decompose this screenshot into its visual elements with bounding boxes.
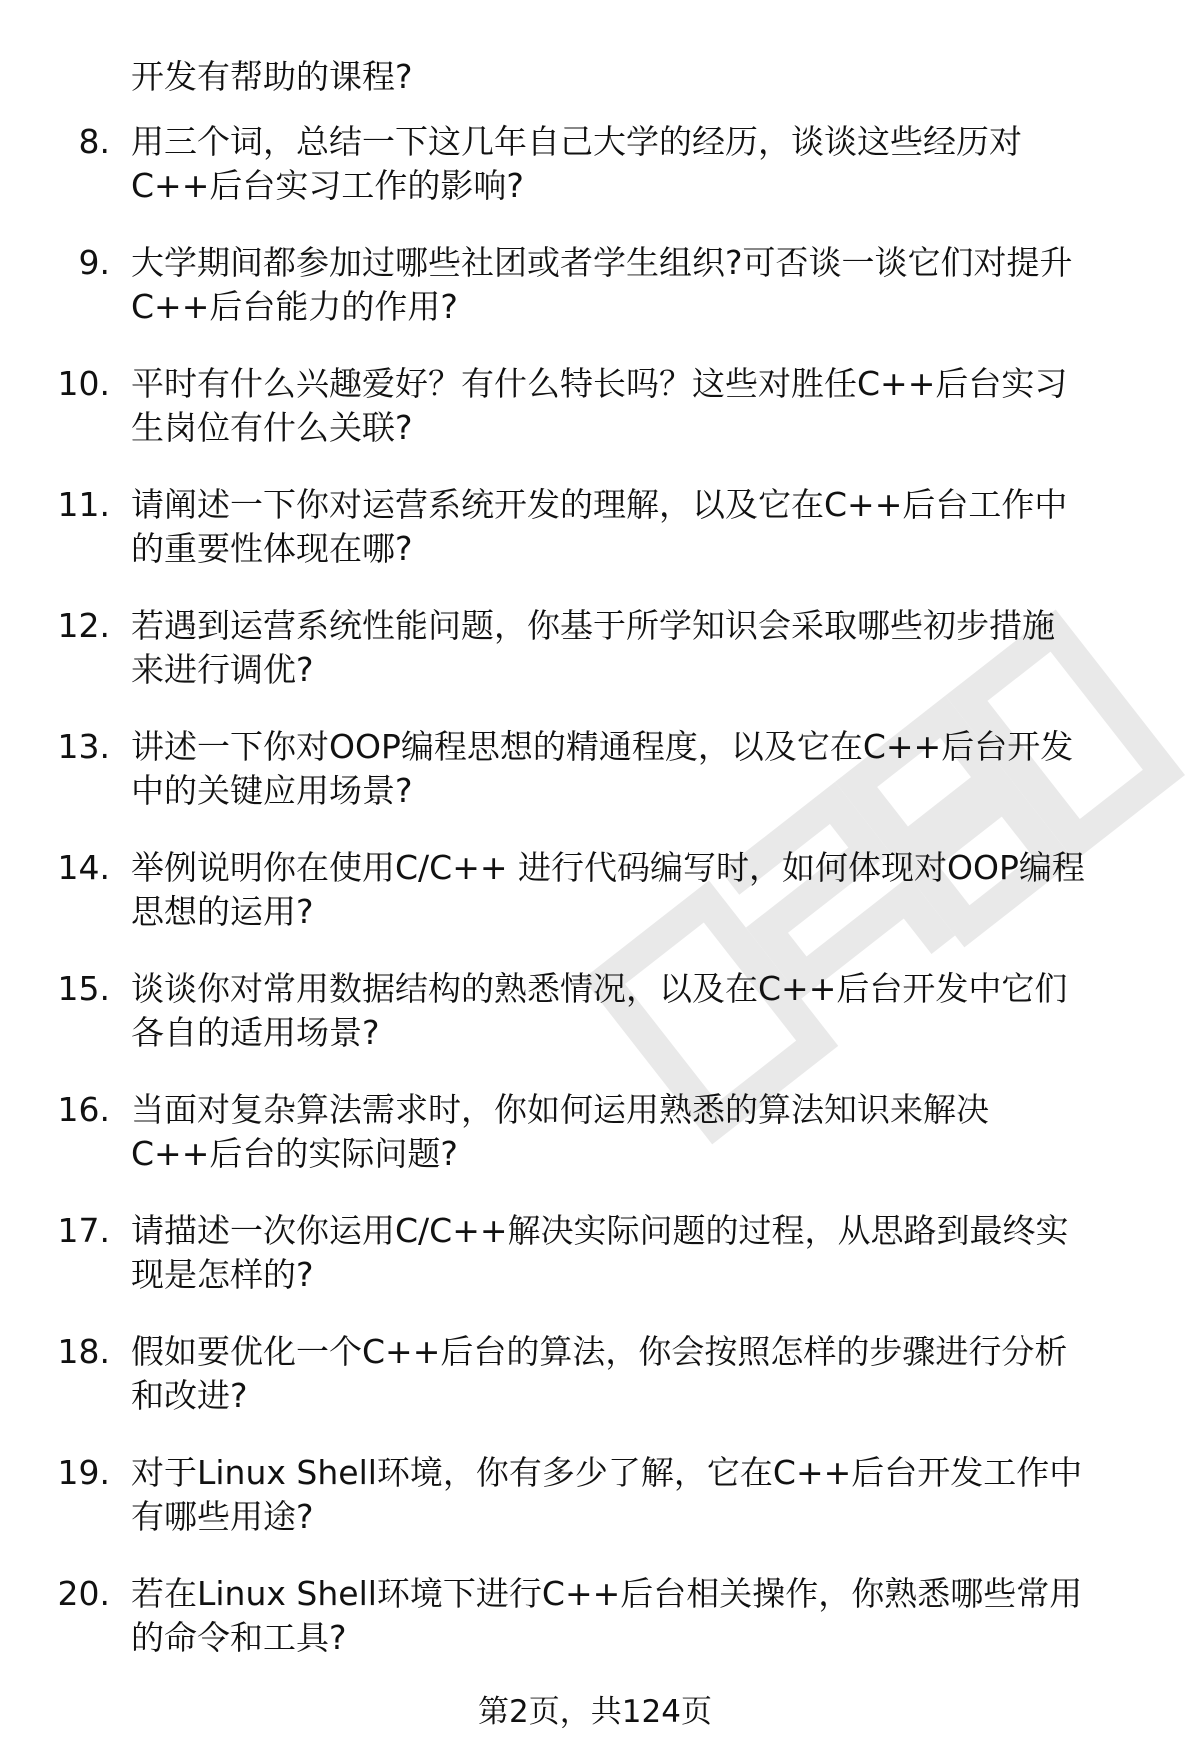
question-number: 12. bbox=[57, 606, 110, 645]
question-text-line: 生岗位有什么关联? bbox=[131, 408, 413, 447]
question-text-line: 讲述一下你对OOP编程思想的精通程度，以及它在C++后台开发 bbox=[131, 727, 1074, 766]
question-text-line: 各自的适用场景? bbox=[131, 1013, 380, 1052]
question-text-line: 当面对复杂算法需求时，你如何运用熟悉的算法知识来解决 bbox=[131, 1090, 989, 1129]
question-item bbox=[0, 725, 1190, 813]
question-text-line: 和改进? bbox=[131, 1376, 248, 1415]
page-footer: 第2页，共124页 bbox=[478, 1694, 712, 1730]
question-text-line: 中的关键应用场景? bbox=[131, 771, 413, 810]
question-text bbox=[131, 1209, 1171, 1297]
question-number: 17. bbox=[57, 1211, 110, 1250]
question-text bbox=[131, 1330, 1171, 1418]
question-item bbox=[0, 604, 1190, 692]
question-number: 18. bbox=[57, 1332, 110, 1371]
question-text bbox=[131, 967, 1171, 1055]
question-item bbox=[0, 1088, 1190, 1176]
question-item bbox=[0, 241, 1190, 329]
question-number: 11. bbox=[57, 485, 110, 524]
question-text bbox=[131, 604, 1171, 692]
question-text bbox=[131, 1451, 1171, 1539]
question-text-line: 思想的运用? bbox=[131, 892, 314, 931]
question-text-line: 大学期间都参加过哪些社团或者学生组织?可否谈一谈它们对提升 bbox=[131, 243, 1073, 282]
question-item bbox=[0, 1330, 1190, 1418]
question-item bbox=[0, 120, 1190, 208]
question-number: 9. bbox=[78, 243, 110, 282]
question-number: 20. bbox=[57, 1574, 110, 1613]
question-item bbox=[0, 362, 1190, 450]
question-text-line: 对于Linux Shell环境，你有多少了解，它在C++后台开发工作中 bbox=[131, 1453, 1083, 1492]
question-text-line: C++后台能力的作用? bbox=[131, 287, 458, 326]
question-text-line: 假如要优化一个C++后台的算法，你会按照怎样的步骤进行分析 bbox=[131, 1332, 1068, 1371]
question-text-line: 若遇到运营系统性能问题，你基于所学知识会采取哪些初步措施 bbox=[131, 606, 1055, 645]
question-number: 15. bbox=[57, 969, 110, 1008]
question-number: 16. bbox=[57, 1090, 110, 1129]
question-number: 14. bbox=[57, 848, 110, 887]
question-text bbox=[131, 241, 1171, 329]
question-text bbox=[131, 120, 1171, 208]
question-text bbox=[131, 483, 1171, 571]
question-text bbox=[131, 846, 1171, 934]
question-number: 13. bbox=[57, 727, 110, 766]
question-text-line: 的命令和工具? bbox=[131, 1618, 347, 1657]
question-text-line: 平时有什么兴趣爱好？有什么特长吗？这些对胜任C++后台实习 bbox=[131, 364, 1068, 403]
question-number: 10. bbox=[57, 364, 110, 403]
question-text-line: 用三个词，总结一下这几年自己大学的经历，谈谈这些经历对 bbox=[131, 122, 1022, 161]
question-text-line: 举例说明你在使用C/C++ 进行代码编写时，如何体现对OOP编程 bbox=[131, 848, 1085, 887]
question-text-line: 请描述一次你运用C/C++解决实际问题的过程，从思路到最终实 bbox=[131, 1211, 1069, 1250]
question-text bbox=[131, 362, 1171, 450]
question-text-line: 的重要性体现在哪? bbox=[131, 529, 413, 568]
question-item bbox=[0, 1451, 1190, 1539]
question-text-line: C++后台的实际问题? bbox=[131, 1134, 458, 1173]
question-text bbox=[131, 1572, 1171, 1660]
question-item bbox=[0, 1572, 1190, 1660]
question-item bbox=[0, 846, 1190, 934]
question-list bbox=[0, 120, 1190, 1693]
question-text-line: 来进行调优? bbox=[131, 650, 314, 689]
question-text-line: 有哪些用途? bbox=[131, 1497, 314, 1536]
question-number: 8. bbox=[78, 122, 110, 161]
question-text bbox=[131, 725, 1171, 813]
question-text-line: 谈谈你对常用数据结构的熟悉情况，以及在C++后台开发中它们 bbox=[131, 969, 1068, 1008]
question-text-line: 请阐述一下你对运营系统开发的理解，以及它在C++后台工作中 bbox=[131, 485, 1068, 524]
question-item bbox=[0, 967, 1190, 1055]
continued-question-text: 开发有帮助的课程? bbox=[131, 57, 413, 96]
question-item bbox=[0, 483, 1190, 571]
question-text-line: C++后台实习工作的影响? bbox=[131, 166, 524, 205]
question-text-line: 现是怎样的? bbox=[131, 1255, 314, 1294]
question-item bbox=[0, 1209, 1190, 1297]
question-text bbox=[131, 1088, 1171, 1176]
question-text-line: 若在Linux Shell环境下进行C++后台相关操作，你熟悉哪些常用 bbox=[131, 1574, 1083, 1613]
question-number: 19. bbox=[57, 1453, 110, 1492]
